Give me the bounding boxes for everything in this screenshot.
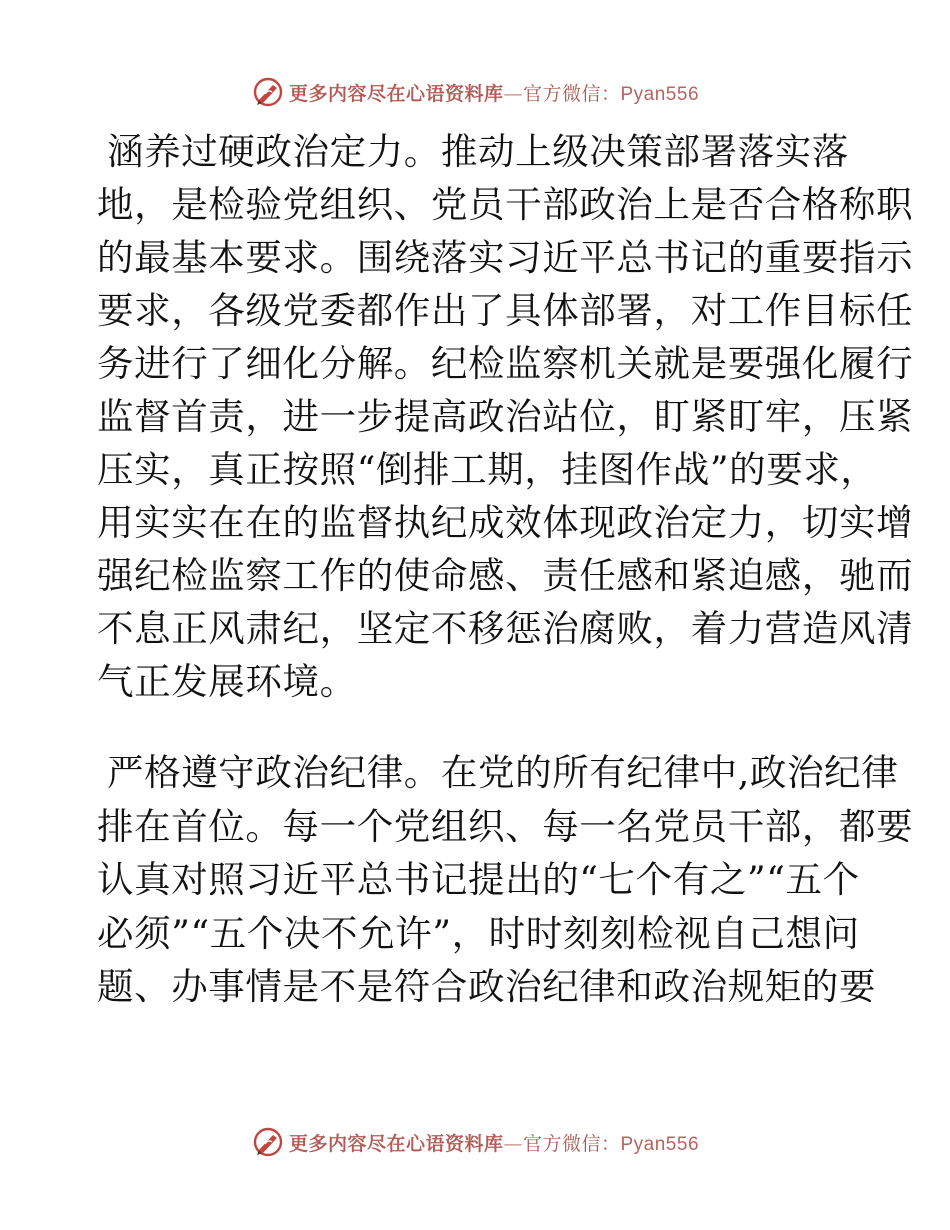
paragraph-1 (97, 125, 914, 708)
text-line: 监督首责，进一步提高政治站位，盯紧盯牢，压紧 (97, 395, 914, 438)
text-line: 排在首位。每一个党组织、每一名党员干部，都要 (97, 804, 914, 848)
banner-text (289, 79, 699, 106)
footer-banner (0, 1122, 950, 1162)
document-body (97, 125, 914, 1014)
paragraph-2 (97, 746, 914, 1014)
text-line: 涵养过硬政治定力。推动上级决策部署落实落 (107, 130, 849, 173)
banner-brand-text: 更多内容尽在心语资料库 (288, 82, 504, 105)
pen-circle-logo-icon (251, 1125, 285, 1159)
text-line: 用实实在在的监督执纪成效体现政治定力，切实增 (97, 501, 914, 544)
banner-wechat-id: Pyan556 (620, 83, 700, 105)
banner-separator: — (503, 82, 523, 105)
banner-wechat-label: 官方微信： (522, 82, 621, 105)
pen-circle-logo-icon (251, 75, 285, 109)
text-line: 认真对照习近平总书记提出的“七个有之”“五个 (97, 858, 860, 901)
text-line: 强纪检监察工作的使命感、责任感和紧迫感，驰而 (97, 554, 914, 597)
banner-wechat-label: 官方微信： (522, 1132, 621, 1155)
banner-text (289, 1129, 699, 1156)
text-line: 压实，真正按照“倒排工期，挂图作战”的要求， (97, 448, 878, 491)
text-line: 要求，各级党委都作出了具体部署，对工作目标任 (97, 289, 914, 332)
text-line: 严格遵守政治纪律。在党的所有纪律中,政治纪律 (107, 751, 899, 794)
text-line: 地，是检验党组织、党员干部政治上是否合格称职 (97, 183, 914, 226)
banner-separator: — (503, 1132, 523, 1155)
text-line: 气正发展环境。 (97, 660, 357, 703)
header-banner (0, 72, 950, 112)
text-line: 务进行了细化分解。纪检监察机关就是要强化履行 (97, 342, 914, 385)
text-line: 的最基本要求。围绕落实习近平总书记的重要指示 (97, 236, 914, 279)
text-line: 不息正风肃纪，坚定不移惩治腐败，着力营造风清 (97, 607, 914, 650)
text-line: 必须”“五个决不允许”，时时刻刻检视自己想问 (97, 911, 860, 955)
banner-brand-text: 更多内容尽在心语资料库 (288, 1132, 504, 1155)
banner-wechat-id: Pyan556 (620, 1133, 700, 1155)
text-line: 题、办事情是不是符合政治纪律和政治规矩的要 (97, 965, 877, 1008)
